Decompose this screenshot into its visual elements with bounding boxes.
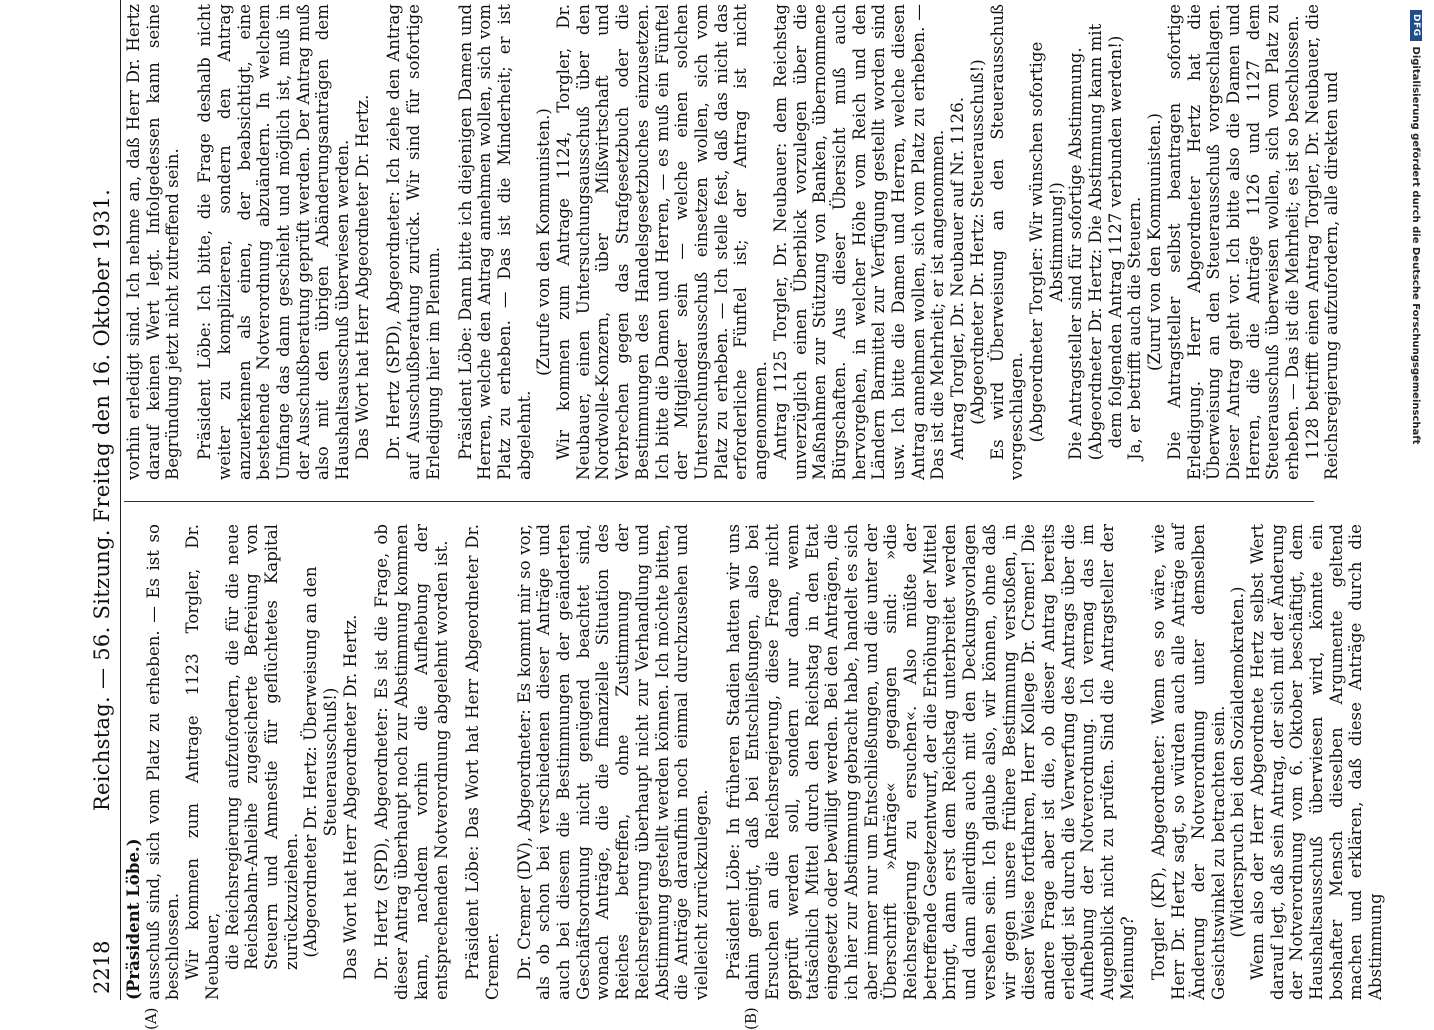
- paragraph: ausschuß sind, sich vom Platz zu erheben. — Es ist so beschlossen.: [143, 524, 183, 1000]
- paragraph: Das Wort hat Herr Abgeordneter Dr. Hertz.: [340, 614, 360, 980]
- paragraph: Präsident Löbe: Das Wort hat Herr Abgeordneter Dr. Cremer.: [463, 524, 502, 1000]
- paragraph: Antrag 1125 Torgler, Dr. Neubauer: dem Reichstag unverzüglich einen Überblick vorzulegen über die Maßnahmen zur Stützung von Banken, übernommene Bürgschaften. Aus dieser Übersicht muß auch hervorgehen, in welcher Höhe vom Reich und den Ländern Barmittel zur Verfügung gestellt worden sind usw. Ich bitte die Damen und Herren, welche diesen Antrag annehmen wollen, sich vom Platz zu erheben. — Das ist die Mehrheit; er ist angenommen.: [770, 4, 948, 480]
- left-column: [123, 524, 1386, 1000]
- paragraph: Torgler (KP), Abgeordneter: Wenn es so wäre, wie Herr Dr. Hertz sagt, so würden auch alle Anträge auf Änderung der Notverordnung unter demselben Gesichtswinkel zu betrachten sein.: [1149, 524, 1228, 1000]
- page-header: [78, 0, 118, 1000]
- dfg-logo: DFG: [1410, 10, 1422, 41]
- paragraph: Präsident Löbe: Ich bitte, die Frage deshalb nicht weiter zu komplizieren, sondern den Antrag anzuerkennen als einen, der beabsichtigt, eine bestehende Notverordnung abzuändern. In welchem Umfange das dann geschieht und möglich ist, muß in der Ausschußberatung geprüft werden. Der Antrag muß also mit den übrigen Abänderungsanträgen dem Haushaltsausschuß überwiesen werden.: [195, 4, 353, 480]
- margin-marker-b: (B): [742, 1007, 760, 1030]
- paragraph: (Präsident Löbe.): [123, 838, 143, 1000]
- paragraph: Dr. Cremer (DV), Abgeordneter: Es kommt mir so vor, als ob schon bei verschiedenen dieser Anträge und auch bei diesem die Bestimmungen der geänderten Geschäftsordnung nicht genügend beachtet sind, wonach Anträge, die die finanzielle Situation des Reiches betreffen, ohne Zustimmung der Reichsregierung überhaupt nicht zur Verhandlung und Abstimmung gestellt werden können. Ich möchte bitten, die Anträge daraufhin noch einmal durchzusehen und vielleicht zurückzulegen.: [514, 524, 711, 1000]
- paragraph: (Zuruf von den Kommunisten.): [1145, 113, 1165, 371]
- paragraph: vorhin erledigt sind. Ich nehme an, daß Herr Dr. Hertz darauf keinen Wert legt. Infolgedessen kann seine Begründung jetzt nicht zutreffend sein.: [124, 4, 183, 480]
- paragraph: Die Antragsteller sind für sofortige Abstimmung.: [1066, 47, 1086, 460]
- paragraph: Dr. Hertz (SPD), Abgeordneter: Es ist die Frage, ob dieser Antrag überhaupt noch zur Abstimmung kommen kann, nachdem vorhin die Aufhebung der entsprechenden Notverordnung abgelehnt worden ist.: [372, 524, 451, 1000]
- paragraph: (Abgeordneter Dr. Hertz: Steuerausschuß!): [967, 59, 987, 425]
- paragraph: Es wird Überweisung an den Steuerausschuß vorgeschlagen.: [987, 4, 1027, 480]
- paragraph: Wenn also der Herr Abgeordnete Hertz selbst Wert darauf legt, daß sein Antrag, der sich mit der Änderung der Notverordnung vom 6. Oktober beschäftigt, dem Haushaltsausschuß überwiesen wird, könnte ein boshafter Mensch dieselben Argumente geltend machen und erklären, daß diese Anträge durch die Abstimmung: [1247, 524, 1386, 1000]
- paragraph: die Reichsregierung aufzufordern, die für die neue Reichsbahn-Anleihe zugesicherte Befreiung von Steuern und Amnestie für geflüchtetes Kapital zurückzuziehen.: [222, 524, 301, 970]
- paragraph: Antrag Torgler, Dr. Neubauer auf Nr. 1126.: [948, 96, 968, 460]
- paragraph: Ja, er betrifft auch die Steuern.: [1125, 196, 1145, 460]
- paragraph: (Widerspruch bei den Sozialdemokraten.): [1228, 586, 1248, 938]
- page-number: 2218: [90, 940, 114, 994]
- paragraph: (Abgeordneter Dr. Hertz: Die Abstimmung kann mit dem folgenden Antrag 1127 verbunden werden!): [1086, 23, 1125, 461]
- paragraph: Die Antragsteller selbst beantragen sofortige Erledigung. Herr Abgeordneter Hertz hat die Überweisung an den Steuerausschuß vorgeschlagen. Dieser Antrag geht vor. Ich bitte also die Damen und Herren, die die Anträge 1126 und 1127 dem Steuerausschuß überweisen wollen, sich vom Platz zu erheben. — Das ist die Mehrheit; es ist so beschlossen.: [1164, 4, 1303, 480]
- paragraph: Präsident Löbe: Dann bitte ich diejenigen Damen und Herren, welche den Antrag annehmen wollen, sich vom Platz zu erheben. — Das ist die Minderheit; er ist abgelehnt.: [455, 4, 534, 480]
- paragraph: Präsident Löbe: In früheren Stadien hatten wir uns dahin geeinigt, daß bei Entschließungen, also bei Ersuchen an die Reichsregierung, diese Frage nicht geprüft werden soll, sondern nur dann, wenn tatsächlich Mittel durch den Reichstag in den Etat eingesetzt oder bewilligt werden. Bei den Anträgen, die ich hier zur Abstimmung gebracht habe, handelt es sich aber immer nur um Entschließungen, und die unter der Überschrift »Anträge« gegangen sind: »die Reichsregierung zu ersuchen«. Also müßte der betreffende Gesetzentwurf, der die Erhöhung der Mittel bringt, dann erst dem Reichstag unterbreitet werden und dann allerdings auch mit den Deckungsvorlagen versehen sein. Ich glaube also, wir können, ohne daß wir gegen unsere frühere Bestimmung verstoßen, in dieser Weise fortfahren, Herr Kollege Dr. Cremer! Die andere Frage aber ist die, ob dieser Antrag bereits erledigt ist durch die Verwerfung des Antrags über die Aufhebung der Notverordnung. Ich vermag das im Augenblick nicht zu prüfen. Sind die Antragsteller der Meinung?: [723, 524, 1137, 1000]
- column-divider: [124, 501, 1314, 502]
- page-title: Reichstag. — 56. Sitzung. Freitag den 16. Oktober 1931.: [90, 188, 114, 812]
- paragraph: Wir kommen zum Antrage 1123 Torgler, Dr. Neubauer,: [183, 524, 222, 1000]
- digitization-credit: [1408, 10, 1424, 1000]
- credit-text: Digitalisierung gefördert durch die Deutsche Forschungsgemeinschaft: [1410, 46, 1422, 445]
- margin-marker-a: (A): [142, 1007, 160, 1030]
- paragraph: (Abgeordneter Dr. Hertz: Überweisung an den Steuerausschuß!): [301, 566, 341, 958]
- paragraph: Das Wort hat Herr Abgeordneter Dr. Hertz.: [352, 94, 372, 460]
- paragraph: Wir kommen zum Antrage 1124, Torgler, Dr. Neubauer, einen Untersuchungsausschuß über den Nordwolle-Konzern, über Mißwirtschaft und Verbrechen gegen das Strafgesetzbuch oder die Bestimmungen des Handelsgesetzbuches einzusetzen. Ich bitte die Damen und Herren, — es muß ein Fünftel der Mitglieder sein — welche einen solchen Untersuchungsausschuß einsetzen wollen, sich vom Platz zu erheben. — Ich stelle fest, daß das nicht das erforderliche Fünftel ist; der Antrag ist nicht angenommen.: [554, 4, 771, 480]
- header-rule: [120, 0, 121, 1000]
- paragraph: Dr. Hertz (SPD), Abgeordneter: Ich ziehe den Antrag auf Ausschußberatung zurück. Wir sind für sofortige Erledigung hier im Plenum.: [384, 4, 443, 480]
- right-column: [124, 4, 1342, 480]
- paragraph: 1128 betrifft einen Antrag Torgler, Dr. Neubauer, die Reichsregierung aufzufordern, alle direkten und: [1302, 4, 1342, 480]
- paragraph: (Zurufe von den Kommunisten.): [534, 108, 554, 376]
- paragraph: (Abgeordneter Torgler: Wir wünschen sofortige Abstimmung!): [1026, 41, 1066, 443]
